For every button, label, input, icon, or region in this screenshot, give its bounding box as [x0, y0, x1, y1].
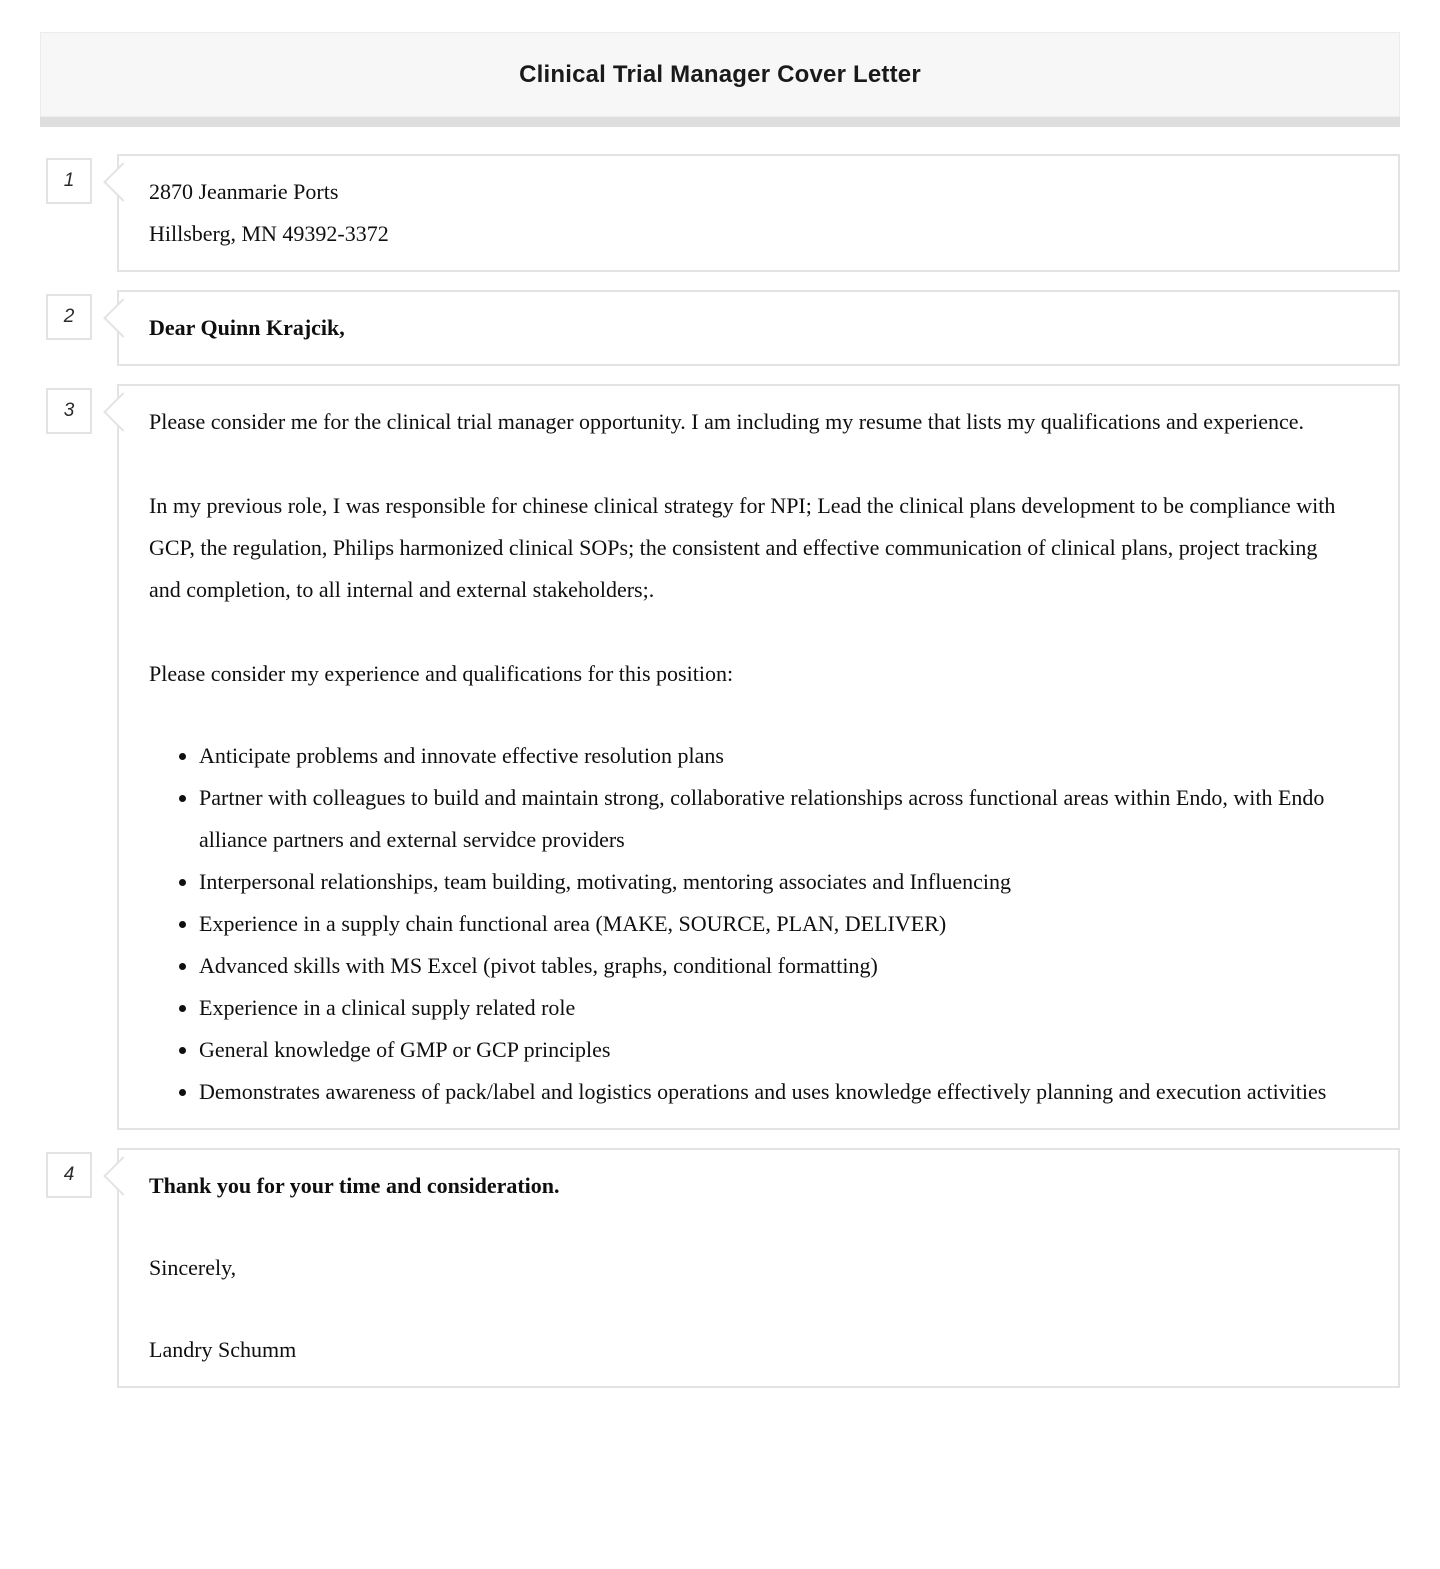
closing-text: Thank you for your time and consideration.: [149, 1173, 560, 1198]
qualification-item: • Experience in a clinical supply related role: [199, 987, 1353, 1029]
greeting-text: Dear Quinn Krajcik,: [149, 315, 345, 340]
letter-body: [46, 154, 1400, 1388]
paragraph-intro: Please consider me for the clinical trial manager opportunity. I am including my resume that lists my qualifications and experience.: [149, 409, 1305, 434]
section-greeting: [63, 290, 1400, 366]
section-number: 4: [63, 1164, 75, 1185]
section-letter-content: [63, 384, 1400, 1130]
section-number-badge: [46, 294, 92, 340]
section-number-badge: [46, 388, 92, 434]
qualification-item: • Demonstrates awareness of pack/label and logistics operations and uses knowledge effectively planning and execution activities: [199, 1071, 1353, 1113]
section-number-badge: [46, 1152, 92, 1198]
paragraph-previous-role: In my previous role, I was responsible for chinese clinical strategy for NPI; Lead the clinical plans development to be compliance with GCP, the regulation, Philips harmonized clinical SOPs; the consistent and effective communication of clinical plans, project tracking and completion, to all internal and external stakeholders;.: [149, 493, 1336, 602]
section-number-badge: [46, 158, 92, 204]
qualification-item: • Anticipate problems and innovate effective resolution plans: [199, 735, 1353, 777]
qualification-item: • Experience in a supply chain functional area (MAKE, SOURCE, PLAN, DELIVER): [199, 903, 1353, 945]
signoff-text: Sincerely,: [149, 1255, 237, 1280]
page-header-container: [40, 32, 1400, 127]
section-number: 1: [63, 170, 75, 191]
header-strip-divider: [40, 117, 1400, 127]
page-header: [40, 32, 1400, 117]
qualification-item: • Interpersonal relationships, team building, motivating, mentoring associates and Influencing: [199, 861, 1353, 903]
section-number: 3: [63, 400, 75, 421]
section-sender-address: [63, 154, 1400, 272]
section-number: 2: [63, 306, 75, 327]
page-title: Clinical Trial Manager Cover Letter: [519, 60, 921, 88]
qualification-item: • General knowledge of GMP or GCP principles: [199, 1029, 1353, 1071]
signature-text: Landry Schumm: [149, 1337, 297, 1362]
qualification-list: [149, 735, 1353, 1113]
address-line: Hillsberg, MN 49392-3372: [149, 221, 389, 246]
address-line: 2870 Jeanmarie Ports: [149, 179, 339, 204]
qualification-item: • Partner with colleagues to build and maintain strong, collaborative relationships across functional areas within Endo, with Endo alliance partners and external servidce providers: [199, 777, 1353, 861]
section-closing: [63, 1148, 1400, 1388]
qualification-item: • Advanced skills with MS Excel (pivot tables, graphs, conditional formatting): [199, 945, 1353, 987]
paragraph-qualifications-lead: Please consider my experience and qualifications for this position:: [149, 661, 734, 686]
